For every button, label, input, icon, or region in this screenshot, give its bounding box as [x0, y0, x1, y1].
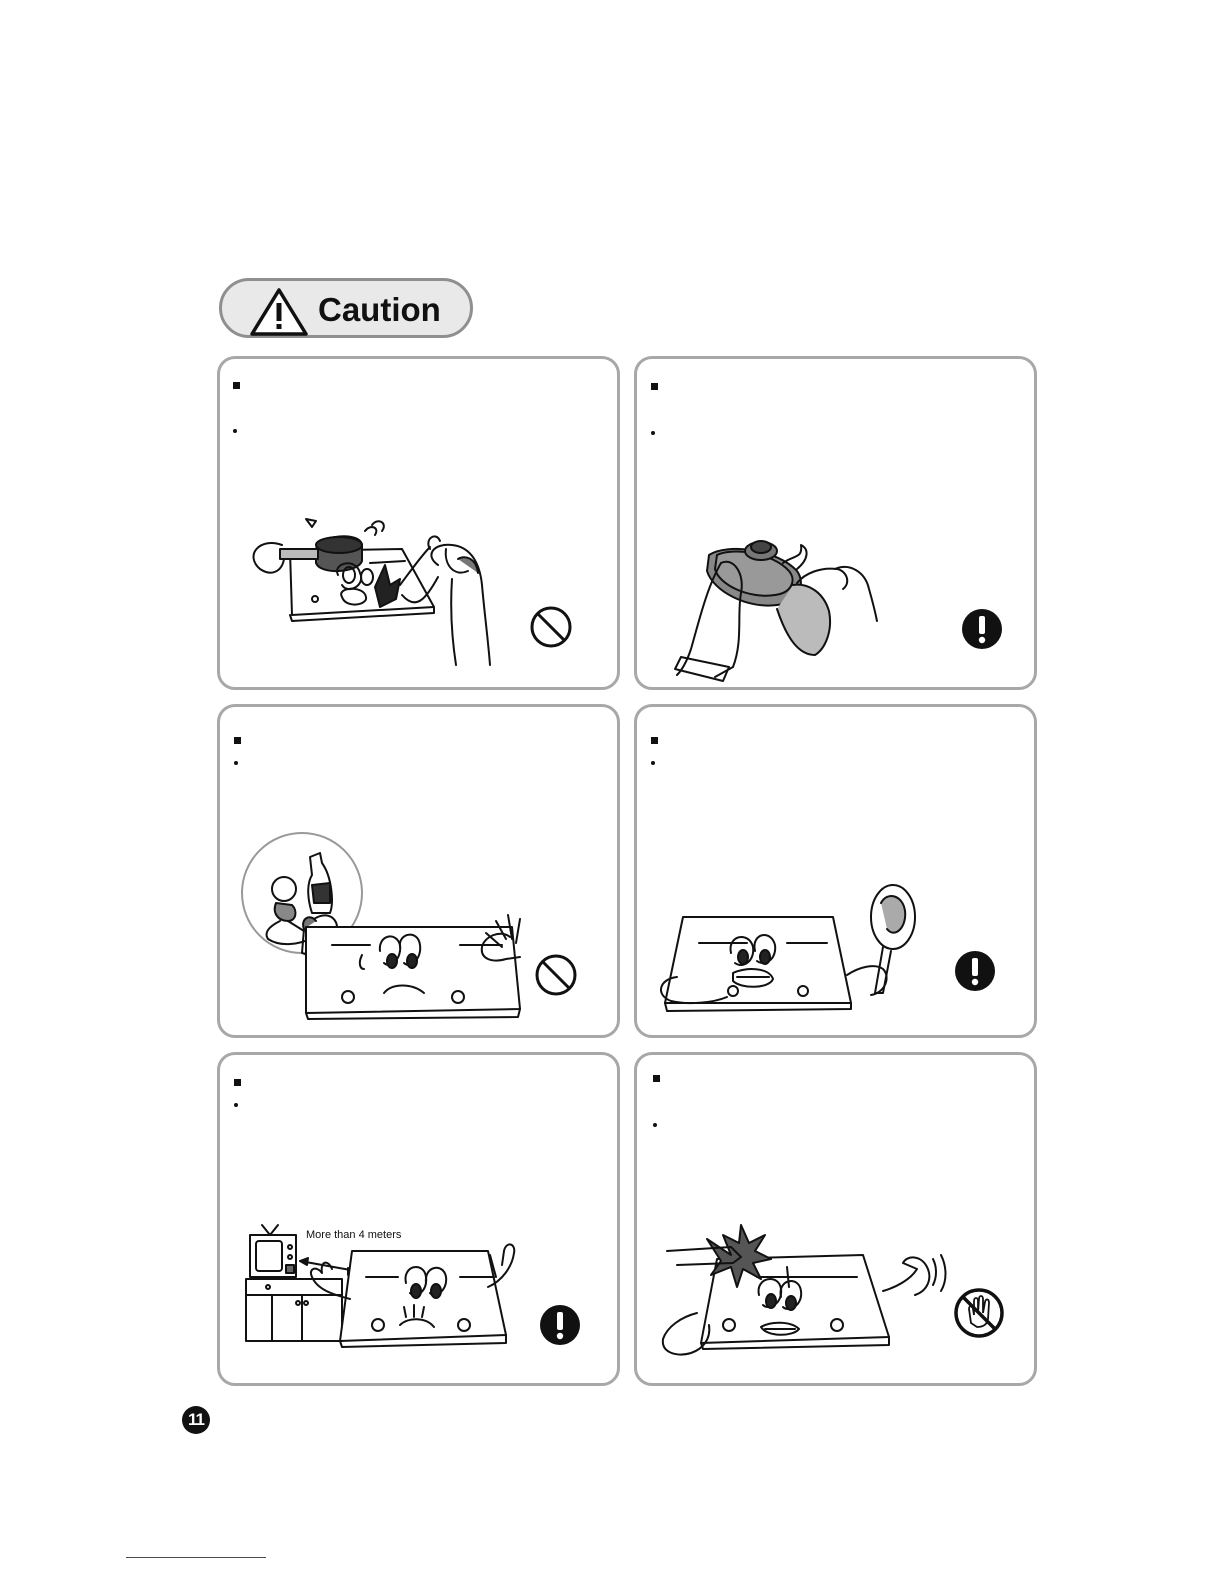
- distance-label: More than 4 meters: [306, 1229, 402, 1241]
- caution-title: Caution: [318, 291, 441, 328]
- warning-triangle-icon: [249, 287, 309, 337]
- prohibition-icon: [529, 605, 573, 649]
- caution-panel-2: [634, 356, 1037, 690]
- caution-header: [219, 278, 473, 338]
- caution-panel-5: [217, 1052, 620, 1386]
- mandatory-icon: [953, 949, 997, 993]
- page-number: 11: [182, 1406, 210, 1434]
- footer-rule: [126, 1557, 266, 1558]
- caution-panel-4: [634, 704, 1037, 1038]
- mandatory-icon: [960, 607, 1004, 651]
- caution-panel-3: [217, 704, 620, 1038]
- caution-panel-1: [217, 356, 620, 690]
- caution-panel-6: [634, 1052, 1037, 1386]
- no-touch-icon: [953, 1287, 1005, 1339]
- mandatory-icon: [538, 1303, 582, 1347]
- prohibition-icon: [534, 953, 578, 997]
